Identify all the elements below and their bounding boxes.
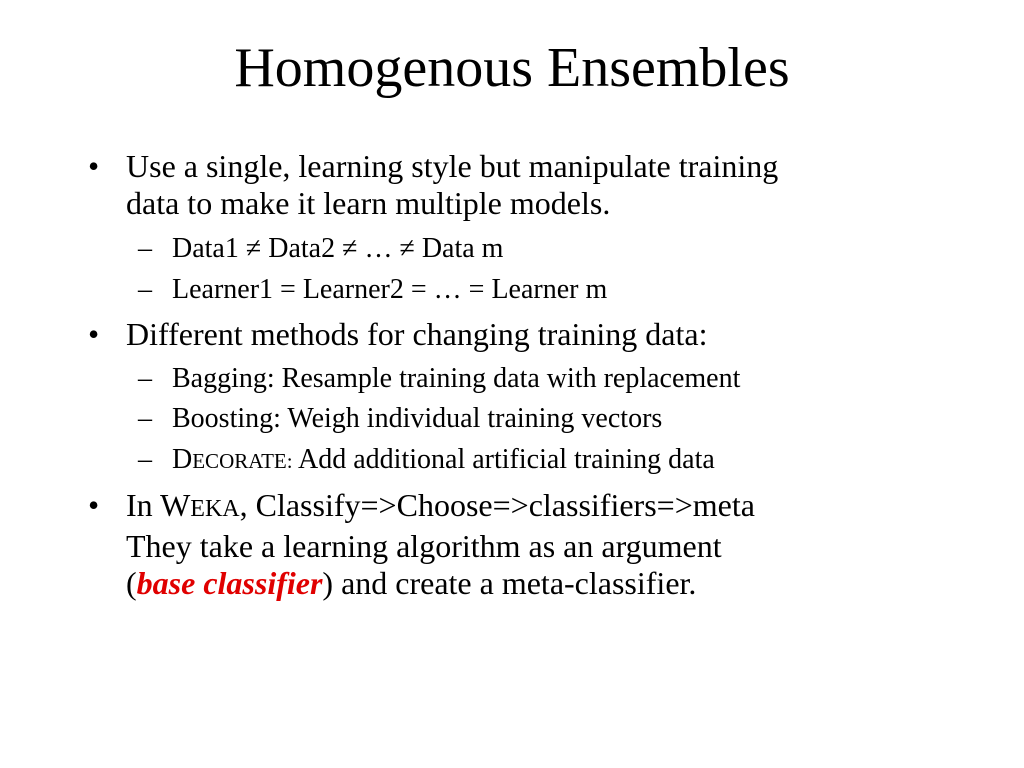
paren-open: ( bbox=[126, 565, 137, 601]
sub-bullet-text: Bagging: Resample training data with replacement bbox=[172, 363, 741, 394]
bullet-marker: • bbox=[88, 148, 100, 184]
sub-bullet-marker: – bbox=[138, 444, 152, 475]
sub-bullet-marker: – bbox=[138, 233, 152, 264]
sub-bullet-marker: – bbox=[138, 403, 152, 434]
bullet-line: Use a single, learning style but manipulate training bbox=[126, 148, 779, 184]
bullet-text bbox=[126, 148, 986, 222]
bullet-line bbox=[126, 487, 986, 528]
sub-bullet-text: Learner1 = Learner2 = … = Learner m bbox=[172, 274, 608, 305]
bullet-marker: • bbox=[88, 316, 100, 352]
weka-prefix: In bbox=[126, 487, 161, 523]
sub-bullet-marker: – bbox=[138, 363, 152, 394]
weka-path: , Classify=>Choose=>classifiers=>meta bbox=[239, 487, 755, 523]
weka-initial: W bbox=[160, 487, 191, 523]
decorate-smallcaps: ECORATE bbox=[192, 449, 287, 473]
slide-title: Homogenous Ensembles bbox=[234, 37, 790, 99]
sub-bullet-text bbox=[172, 443, 992, 478]
decorate-initial: D bbox=[172, 444, 193, 475]
bullet-line: They take a learning algorithm as an argument bbox=[126, 528, 722, 564]
bullet-line: Different methods for changing training data: bbox=[126, 316, 708, 352]
weka-smallcaps: EKA bbox=[190, 496, 240, 522]
bullet-text bbox=[126, 487, 986, 602]
bullet-text bbox=[126, 316, 986, 353]
bullet-line bbox=[126, 565, 986, 602]
decorate-colon: : bbox=[286, 449, 293, 473]
sub-bullet-text: Data1 ≠ Data2 ≠ … ≠ Data m bbox=[172, 233, 504, 264]
bullet-marker: • bbox=[88, 487, 100, 523]
sub-bullet-marker: – bbox=[138, 274, 152, 305]
decorate-description: Add additional artificial training data bbox=[292, 444, 715, 475]
meta-classifier-text: ) and create a meta-classifier. bbox=[322, 565, 697, 601]
bullet-line: data to make it learn multiple models. bbox=[126, 185, 611, 221]
sub-bullet-text: Boosting: Weigh individual training vectors bbox=[172, 403, 663, 434]
base-classifier-highlight: base classifier bbox=[136, 565, 323, 601]
